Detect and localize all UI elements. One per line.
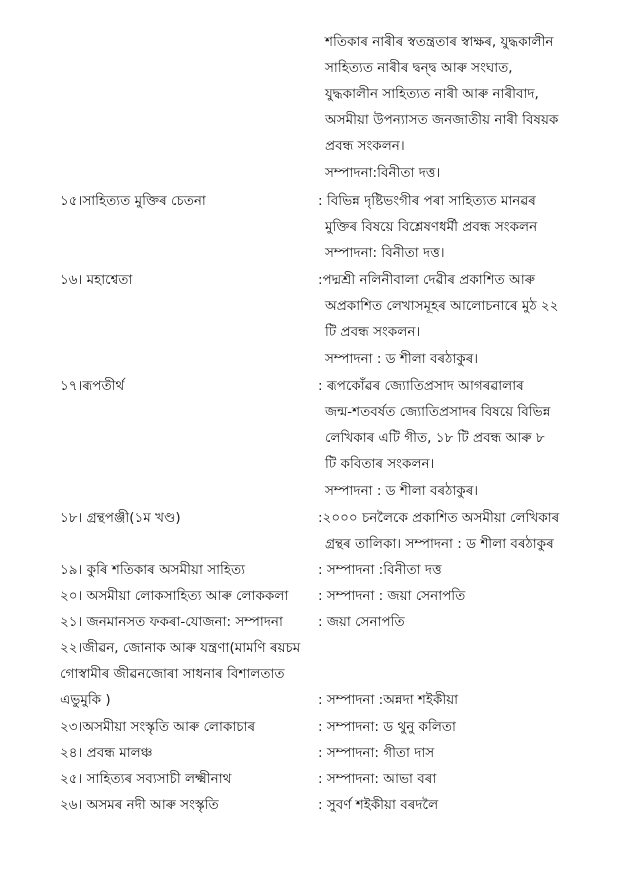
entry-title: ২১। জনমানসত ফকৰা-যোজনা: সম্পাদনা: [60, 614, 283, 630]
intro-line: অসমীয়া উপন্যাসত জনজাতীয় নাৰী বিষয়ক: [325, 112, 559, 128]
entry-title: ১৬। মহাশ্বেতা: [60, 272, 133, 288]
entry-desc: :পদ্মশ্ৰী নলিনীবালা দেৱীৰ প্ৰকাশিত আৰু: [318, 272, 535, 288]
entry-desc: সম্পাদনা : ড শীলা বৰঠাকুৰ।: [325, 351, 479, 367]
entry-desc: :২০০০ চনলৈকে প্ৰকাশিত অসমীয়া লেখিকাৰ: [318, 510, 560, 526]
entry-desc: অপ্ৰকাশিত লেখাসমূহৰ আলোচনাৰে মুঠ ২২: [325, 298, 559, 314]
entry-title: ২৬। অসমৰ নদী আৰু সংস্কৃতি: [60, 797, 219, 813]
intro-line: সাহিত্যত নাৰীৰ দ্বন্দ্ব আৰু সংঘাত,: [325, 60, 513, 76]
entry-desc: জন্ম-শতবৰ্ষত জ্যোতিপ্ৰসাদৰ বিষয়ে বিভিন্ন: [325, 404, 551, 420]
intro-line: শতিকাৰ নাৰীৰ স্বতন্ত্ৰতাৰ স্বাক্ষৰ, যুদ্ধকালীন: [325, 34, 554, 50]
entry-desc: সম্পাদনা: বিনীতা দত্ত।: [325, 245, 445, 261]
entry-title: ২০। অসমীয়া লোকসাহিত্য আৰু লোককলা: [60, 588, 289, 604]
entry-title: ২২।জীৱন, জোনাক আৰু যন্ত্ৰণা(মামণি ৰয়চম: [60, 640, 301, 656]
entry-desc: : সম্পাদনা: আভা বৰা: [318, 771, 437, 787]
entry-desc: : বিভিন্ন দৃষ্টিভংগীৰ পৰা সাহিত্যত মানৱৰ: [318, 193, 536, 209]
entry-desc: লেখিকাৰ এটি গীত, ১৮ টি প্ৰবন্ধ আৰু ৮: [325, 430, 545, 446]
entry-desc: : জয়া সেনাপতি: [318, 614, 405, 630]
entry-title: ২৪। প্ৰবন্ধ মালঞ্চ: [60, 745, 153, 761]
intro-line: সম্পাদনা:বিনীতা দত্ত।: [325, 165, 441, 181]
entry-desc: : সুবৰ্ণ শইকীয়া বৰদলৈ: [318, 797, 439, 813]
intro-line: প্ৰবন্ধ সংকলন।: [325, 138, 405, 154]
entry-title: গোস্বামীৰ জীৱনজোৰা সাধনাৰ বিশালতাত: [60, 666, 285, 682]
entry-title: ১৯। কুৰি শতিকাৰ অসমীয়া সাহিত্য: [60, 562, 246, 578]
entry-desc: টি প্ৰবন্ধ সংকলন।: [325, 324, 421, 340]
entry-desc: : সম্পাদনা: গীতা দাস: [318, 745, 435, 761]
entry-desc: : সম্পাদনা :বিনীতা দত্ত: [318, 562, 442, 578]
entry-desc: মুক্তিৰ বিষয়ে বিশ্লেষণধৰ্মী প্ৰবন্ধ সংকলন: [325, 219, 538, 235]
entry-desc: : সম্পাদনা: ড থুনু কলিতা: [318, 719, 456, 735]
entry-desc: সম্পাদনা : ড শীলা বৰঠাকুৰ।: [325, 483, 479, 499]
entry-title: ২৩।অসমীয়া সংস্কৃতি আৰু লোকাচাৰ: [60, 719, 256, 735]
entry-desc: গ্ৰন্থৰ তালিকা। সম্পাদনা : ড শীলা বৰঠাকুৰ: [325, 536, 554, 552]
intro-line: যুদ্ধকালীন সাহিত্যত নাৰী আৰু নাৰীবাদ,: [325, 86, 539, 102]
entry-desc: : ৰূপকোঁৱৰ জ্যোতিপ্ৰসাদ আগৰৱালাৰ: [318, 378, 524, 394]
entry-title: এভুমুকি ): [60, 692, 111, 708]
entry-title: ১৭।ৰূপতীৰ্থ: [60, 378, 125, 394]
entry-desc: : সম্পাদনা :অন্নদা শইকীয়া: [318, 692, 459, 708]
entry-title: ১৫।সাহিত্যত মুক্তিৰ চেতনা: [60, 193, 206, 209]
entry-title: ১৮। গ্ৰন্থপঞ্জী(১ম খণ্ড): [60, 510, 181, 526]
entry-desc: টি কবিতাৰ সংকলন।: [325, 456, 435, 472]
entry-title: ২৫। সাহিত্যৰ সব্যসাচী লক্ষ্মীনাথ: [60, 771, 232, 787]
entry-desc: : সম্পাদনা : জয়া সেনাপতি: [318, 588, 466, 604]
